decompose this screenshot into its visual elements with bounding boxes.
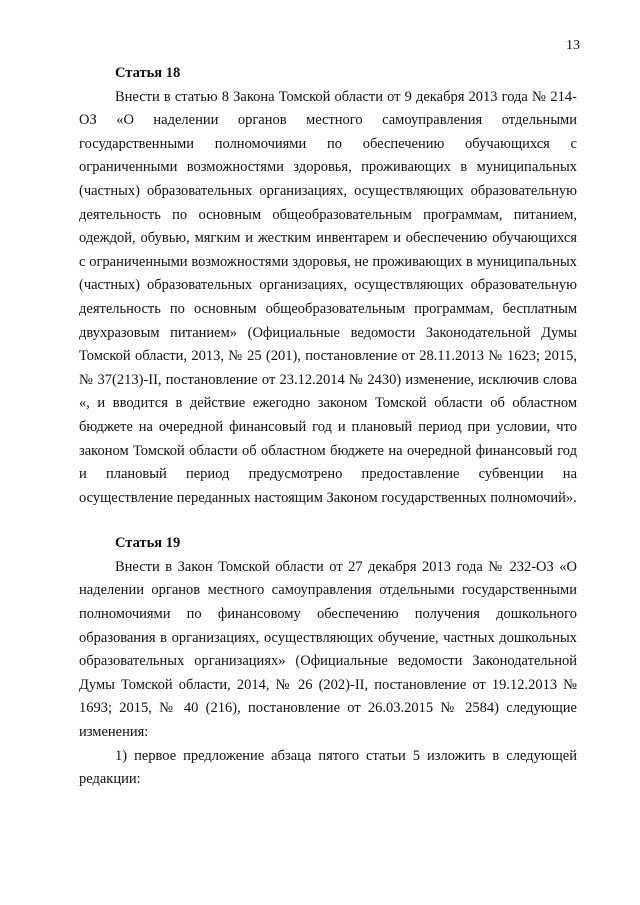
article-19-heading: Статья 19 [115, 535, 181, 552]
article-19-item-1: 1) первое предложение абзаца пятого статьи 5 изложить в следующей редакции: [79, 747, 577, 788]
article-19-section [79, 532, 577, 792]
article-18-heading: Статья 18 [115, 65, 181, 81]
article-18-paragraph: Внести в статью 8 Закона Томской области от 9 декабря 2013 года № 214-ОЗ «О наделении органов местного самоуправления отдельными государственными полномочиями по обеспечению обучающихся с ограниченными возможностями здоровья, проживающих в муниципальных (частных) образовательных организациях, осуществляющих образовательную деятельность по основным общеобразовательным программам, питанием, одеждой, обувью, мягким и жестким инвентарем и обеспечению обучающихся с ограниченными возможностями здоровья, не проживающих в муниципальных (частных) образовательных организациях, осуществляющих образовательную деятельность по основным общеобразовательным программам, бесплатным двухразовым питанием» (Официальные ведомости Законодательной Думы Томской области, 2013, № 25 (201), постановление от 28.11.2013 № 1623; 2015, № 37(213)-II, постановление от 23.12.2014 № 2430) изменение, исключив слова «, и вводится в действие ежегодно законом Томской области об областном бюджете на очередной финансовый год и плановый период при условии, что законом Томской области об областном бюджете на очередной финансовый год и плановый период предусмотрено предоставление субвенции на осуществление переданных настоящим Законом государственных полномочий». [79, 88, 577, 506]
article-19-paragraph: Внести в Закон Томской области от 27 декабря 2013 года № 232-ОЗ «О наделении органов местного самоуправления отдельными государственными полномочиями по финансовому обеспечению получения дошкольного образования в организациях, осуществляющих обучение, частных дошкольных образовательных организациях» (Официальные ведомости Законодательной Думы Томской области, 2014, № 26 (202)-II, постановление от 19.12.2013 № 1693; 2015, № 40 (216), постановление от 26.03.2015 № 2584) следующие изменения: [79, 558, 577, 741]
article-18-section [79, 62, 577, 510]
page-number: 13 [566, 38, 580, 53]
document-body [79, 62, 577, 792]
